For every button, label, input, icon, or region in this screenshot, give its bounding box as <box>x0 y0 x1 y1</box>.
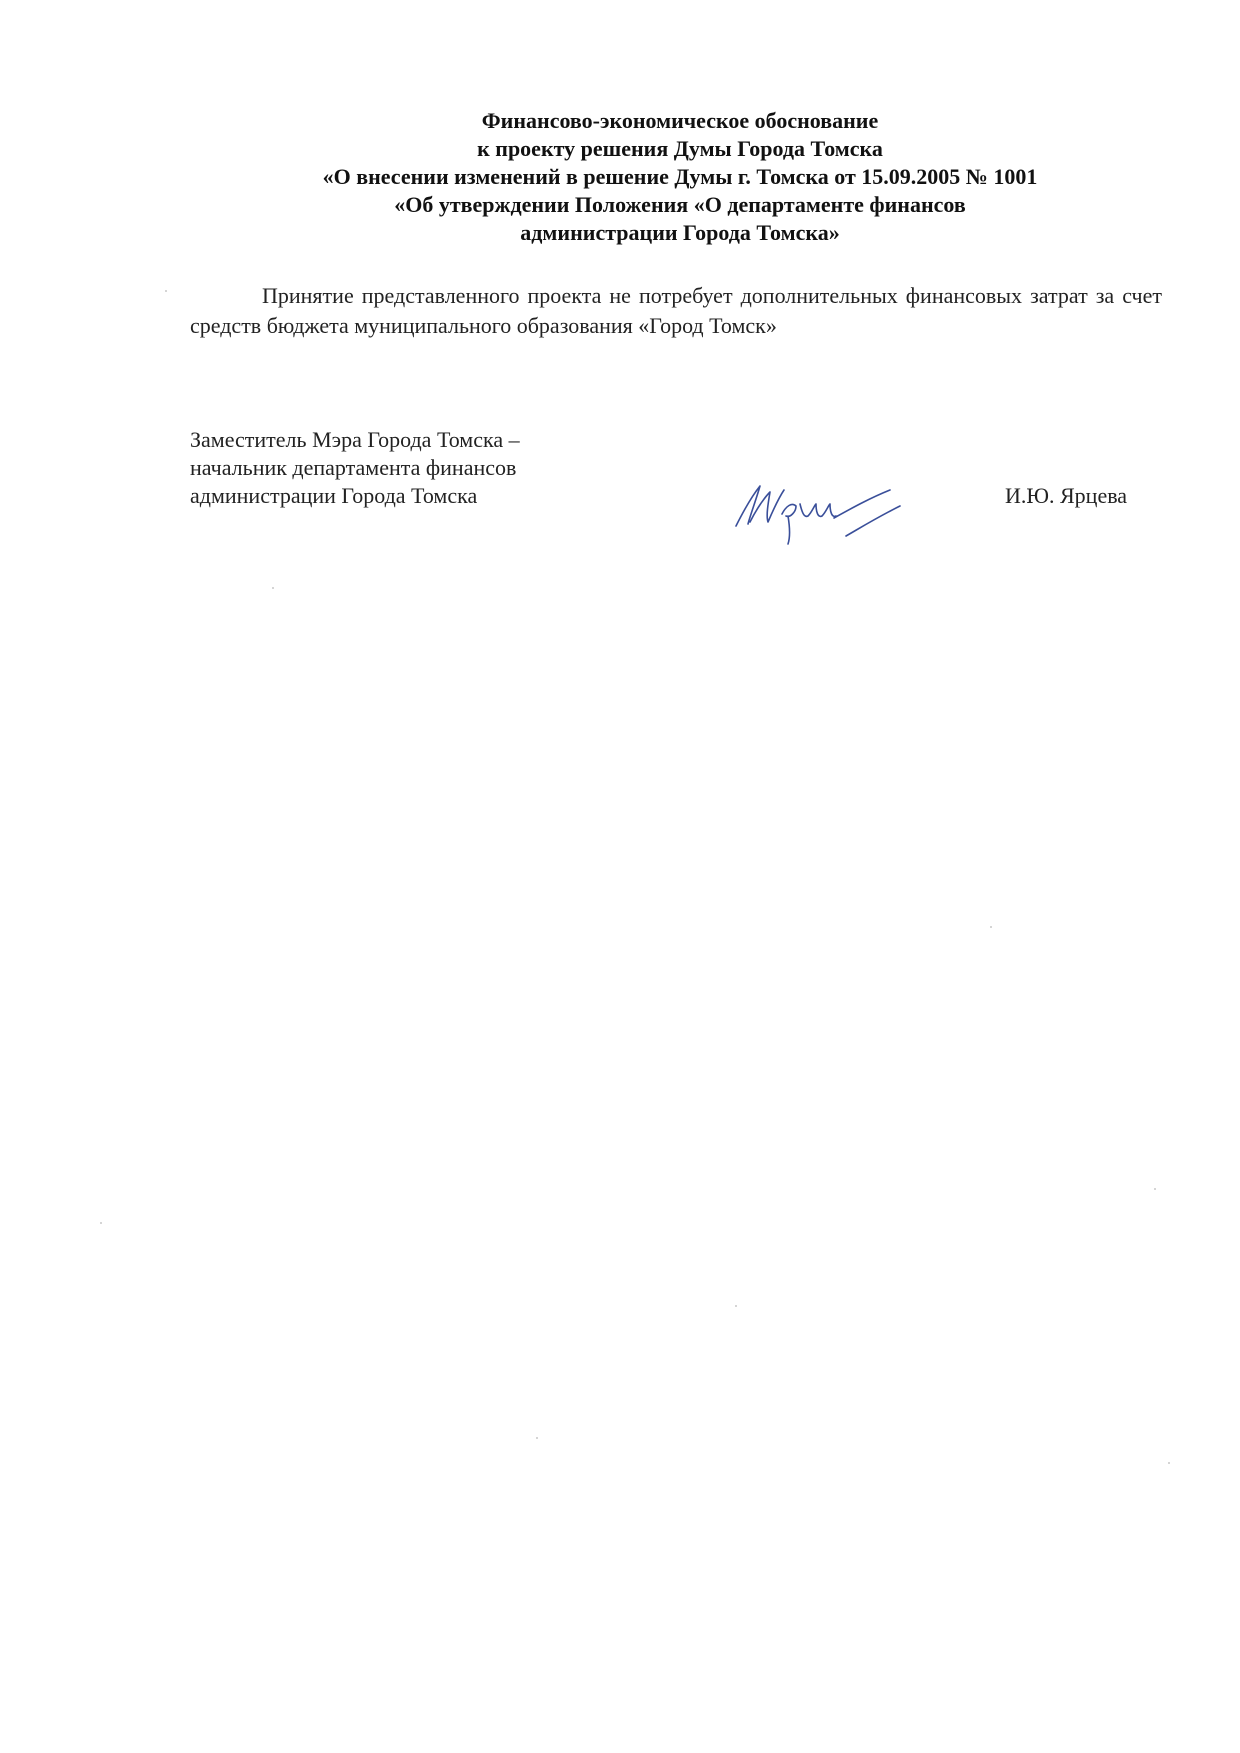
document-title <box>190 107 1170 247</box>
body-paragraph <box>190 281 1162 341</box>
scan-speck <box>100 1222 102 1224</box>
signer-name: И.Ю. Ярцева <box>1005 483 1128 508</box>
body-text: Принятие представленного проекта не потребует дополнительных финансовых затрат за счет средств бюджета муниципального образования «Город Томск» <box>190 283 1162 338</box>
title-line: Финансово-экономическое обоснование <box>481 108 879 133</box>
scan-speck <box>735 1305 737 1307</box>
title-line: к проекту решения Думы Города Томска <box>477 136 883 161</box>
position-line: Заместитель Мэра Города Томска – <box>190 427 520 452</box>
scan-speck <box>272 587 274 589</box>
handwritten-signature-icon <box>730 478 910 548</box>
scan-speck <box>165 290 167 292</box>
scan-speck <box>1154 1188 1156 1190</box>
position-line: администрации Города Томска <box>190 483 478 508</box>
title-line: «О внесении изменений в решение Думы г. Томска от 15.09.2005 № 1001 <box>322 164 1038 189</box>
signatory-position <box>190 426 520 510</box>
scan-speck <box>1168 1462 1170 1464</box>
scan-speck <box>990 926 992 928</box>
title-line: администрации Города Томска» <box>520 220 840 245</box>
position-line: начальник департамента финансов <box>190 455 517 480</box>
title-line: «Об утверждении Положения «О департаменте финансов <box>394 192 966 217</box>
scan-speck <box>536 1437 538 1439</box>
